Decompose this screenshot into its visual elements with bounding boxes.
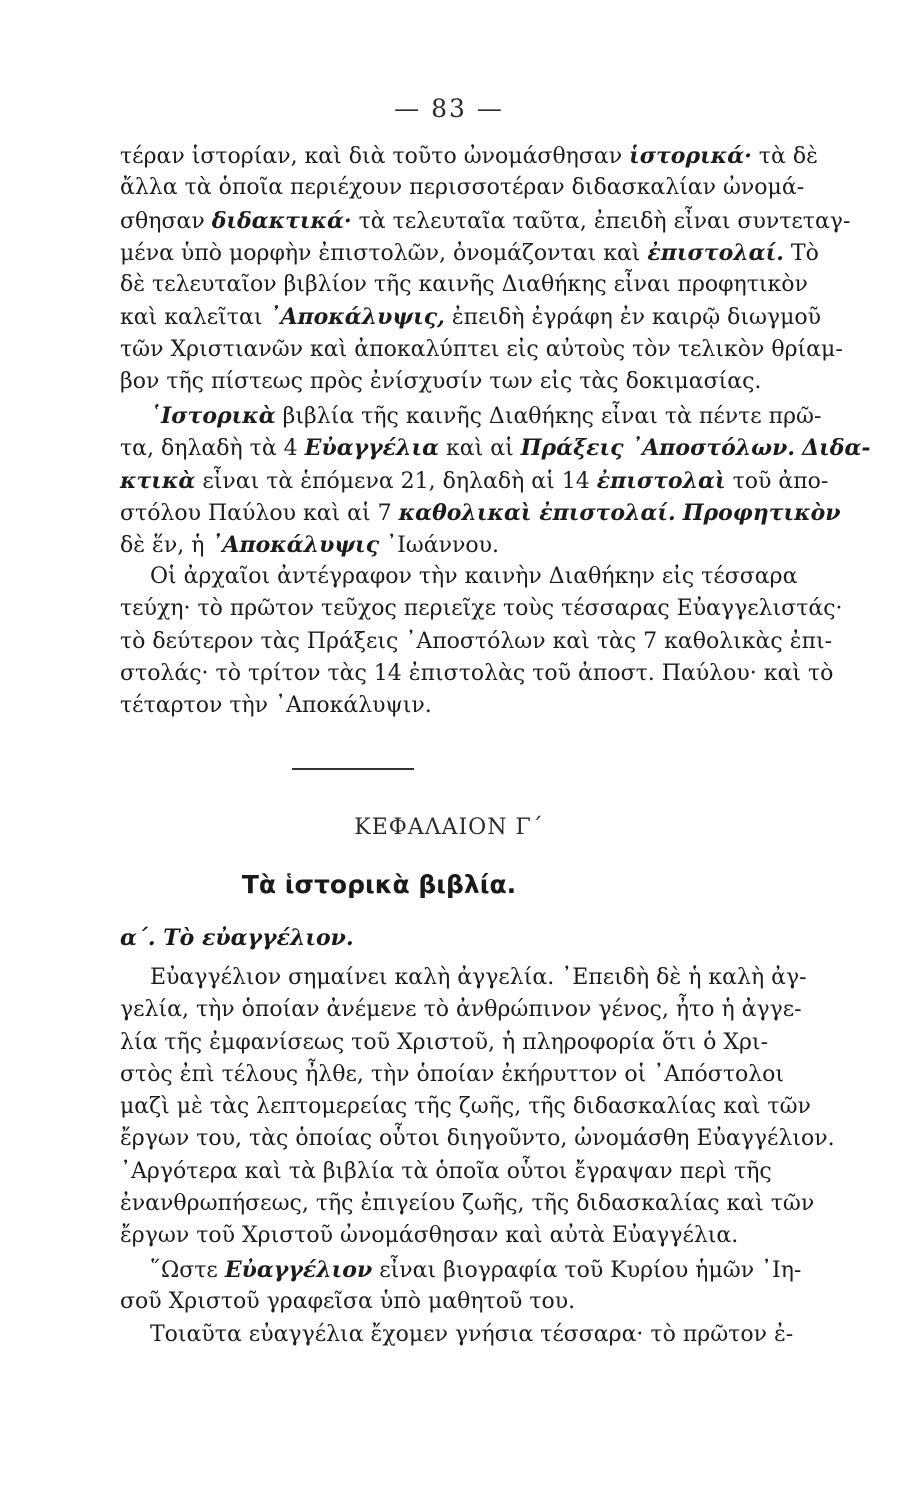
text-line — [120, 1220, 768, 1252]
text-line — [120, 962, 807, 994]
text-run — [676, 501, 683, 526]
text-line — [120, 366, 768, 398]
text-run: ἐνανθρωπήσεως, τῆς ἐπιγείου ζωῆς, τῆς διδασκαλίας καὶ τῶν — [120, 1191, 815, 1217]
text-line — [120, 1123, 835, 1155]
text-line — [120, 1319, 794, 1351]
paragraph-4 — [120, 962, 835, 1253]
text-run: δὲ τελευταῖον βιβλίον τῆς καινῆς Διαθήκης εἶναι προφητικὸν — [120, 272, 808, 298]
text-line — [120, 400, 822, 432]
text-run: εἶναι βιογραφία τοῦ Κυρίου ἡμῶν ᾿Ιη- — [372, 1258, 802, 1283]
text-run: ἐπειδὴ ἐγράφη ἐν καιρῷ διωγμοῦ — [444, 305, 821, 331]
text-line — [120, 1188, 815, 1220]
text-line — [120, 334, 843, 366]
text-run: ἔργων τοῦ Χριστοῦ ὠνομάσθησαν καὶ αὐτὰ Εὐαγγέλια. — [120, 1223, 739, 1249]
emphasis-term: κτικὰ — [120, 467, 196, 494]
text-run: τα, δηλαδὴ τὰ 4 — [120, 436, 305, 462]
text-run: εἶναι τὰ ἑπόμενα 21, δηλαδὴ αἱ 14 — [195, 468, 597, 494]
emphasis-term: ἐπιστολαὶ — [596, 467, 726, 494]
text-line — [120, 497, 841, 529]
text-line — [120, 237, 819, 269]
text-line — [120, 1027, 768, 1059]
emphasis-term: καθολικαὶ ἐπιστολαί. — [398, 499, 676, 526]
emphasis-term: διδακτικά· — [211, 207, 352, 234]
page-number: — 83 — — [394, 94, 504, 123]
text-run: Τοιαῦτα εὐαγγέλια ἔχομεν γνήσια τέσσαρα· τὸ πρῶτον ἐ- — [150, 1322, 794, 1347]
text-line — [120, 172, 805, 204]
chapter-subtitle: Τὰ ἱστορικὰ βιβλία. — [241, 870, 517, 899]
text-run: σθησαν — [120, 208, 212, 234]
text-line — [120, 1156, 772, 1188]
text-line — [120, 994, 802, 1026]
text-run: ἄλλα τὰ ὁποῖα περιέχουν περισσοτέραν διδασκαλίαν ὠνομά- — [120, 175, 805, 201]
text-line — [120, 690, 768, 722]
text-run — [795, 436, 802, 461]
paragraph-5 — [120, 1254, 802, 1319]
text-run: τέραν ἱστορίαν, καὶ διὰ τοῦτο ὠνομάσθησαν — [120, 144, 630, 169]
text-run: καὶ καλεῖται — [120, 305, 270, 331]
text-run: ἔργων του, τὰς ὁποίας οὗτοι διηγοῦντο, ὠνομάσθη Εὐαγγέλιον. — [120, 1126, 835, 1152]
text-run: ᾿Αργότερα καὶ τὰ βιβλία τὰ ὁποῖα οὗτοι ἔγραψαν περὶ τῆς — [120, 1158, 772, 1184]
text-line — [120, 529, 768, 561]
text-run: στολάς· τὸ τρίτον τὰς 14 ἐπιστολὰς τοῦ ἀποστ. Παύλου· καὶ τὸ — [120, 660, 834, 686]
text-run: καὶ αἱ — [439, 436, 521, 462]
text-line — [120, 140, 818, 172]
paragraph-2 — [120, 400, 871, 561]
text-line — [120, 432, 871, 464]
text-run: τῶν Χριστιανῶν καὶ ἀποκαλύπτει εἰς αὐτοὺς τὸν τελικὸν θρίαμ- — [120, 336, 843, 362]
text-line — [120, 593, 843, 625]
emphasis-term: ἐπιστολαί. — [647, 239, 784, 266]
text-run: βον τῆς πίστεως πρὸς ἐνίσχυσίν των εἰς τὰς δοκιμασίας. — [120, 369, 762, 395]
text-run: τεύχη· τὸ πρῶτον τεῦχος περιεῖχε τοὺς τέσσαρας Εὐαγγελιστάς· — [120, 596, 843, 622]
emphasis-term: Εὐαγγέλιον — [224, 1257, 373, 1283]
text-run: γελία, τὴν ὁποίαν ἀνέμενε τὸ ἀνθρώπινον γένος, ἦτο ἡ ἀγγε- — [120, 997, 802, 1023]
text-run: μαζὶ μὲ τὰς λεπτομερείας τῆς ζωῆς, τῆς διδασκαλίας καὶ τῶν — [120, 1094, 811, 1120]
text-line — [120, 269, 808, 301]
text-line — [120, 658, 834, 690]
text-line — [120, 626, 833, 658]
text-run: τὰ τελευταῖα ταῦτα, ἐπειδὴ εἶναι συντεταγ- — [351, 208, 851, 234]
paragraph-3 — [120, 561, 843, 722]
text-run: μένα ὑπὸ μορφὴν ἐπιστολῶν, ὀνομάζονται καὶ — [120, 240, 648, 266]
text-line — [120, 561, 798, 593]
emphasis-term: Προφητικὸν — [682, 499, 841, 526]
text-line — [120, 1059, 785, 1091]
emphasis-term: ᾿Αποκάλυψις — [211, 532, 380, 559]
text-run: λία τῆς ἐμφανίσεως τοῦ Χριστοῦ, ἡ πληροφορία ὅτι ὁ Χρι- — [120, 1029, 768, 1055]
text-run: σοῦ Χριστοῦ γραφεῖσα ὑπὸ μαθητοῦ του. — [120, 1289, 576, 1315]
text-run: ᾿Ιωάννου. — [379, 533, 499, 559]
text-line — [120, 1254, 802, 1286]
paragraph-6 — [120, 1319, 794, 1351]
section-divider — [292, 768, 414, 770]
text-run: τοῦ ἀπο- — [725, 468, 829, 494]
emphasis-term: ἱστορικά· — [629, 143, 752, 169]
emphasis-term: Διδα- — [802, 435, 871, 462]
text-run: δὲ ἕν, ἡ — [120, 533, 212, 559]
text-line — [120, 1091, 811, 1123]
text-line — [120, 301, 821, 333]
text-line — [120, 205, 851, 237]
text-run: Οἱ ἀρχαῖοι ἀντέγραφον τὴν καινὴν Διαθήκην εἰς τέσσαρα — [150, 564, 798, 589]
text-line — [120, 465, 829, 497]
paragraph-1 — [120, 140, 851, 398]
text-run: ῞Ωστε — [150, 1258, 225, 1283]
text-run: στόλου Παύλου καὶ αἱ 7 — [120, 500, 399, 526]
text-run: τέταρτον τὴν ᾿Αποκάλυψιν. — [120, 693, 432, 719]
section-heading: α΄. Τὸ εὐαγγέλιον. — [120, 925, 354, 951]
text-run: Τὸ — [783, 240, 819, 266]
text-line — [120, 1286, 768, 1318]
text-run: στὸς ἐπὶ τέλους ἦλθε, τὴν ὁποίαν ἐκήρυττον οἱ ᾿Απόστολοι — [120, 1061, 785, 1087]
emphasis-term: Εὐαγγέλια — [304, 435, 440, 462]
chapter-heading: ΚΕΦΑΛΑΙΟΝ Γ΄ — [354, 815, 544, 840]
emphasis-term: ῾Ιστορικὰ — [150, 403, 276, 429]
text-run: Εὐαγγέλιον σημαίνει καλὴ ἀγγελία. ᾿Επειδὴ δὲ ἡ καλὴ ἀγ- — [150, 965, 807, 990]
emphasis-term: ᾿Αποκάλυψις, — [269, 304, 445, 331]
text-run: τὸ δεύτερον τὰς Πράξεις ᾿Αποστόλων καὶ τὰς 7 καθολικὰς ἐπι- — [120, 628, 833, 654]
text-run: τὰ δὲ — [751, 144, 818, 169]
emphasis-term: Πράξεις ᾿Αποστόλων. — [520, 435, 796, 462]
text-run: βιβλία τῆς καινῆς Διαθήκης εἶναι τὰ πέντε πρῶ- — [275, 404, 822, 429]
